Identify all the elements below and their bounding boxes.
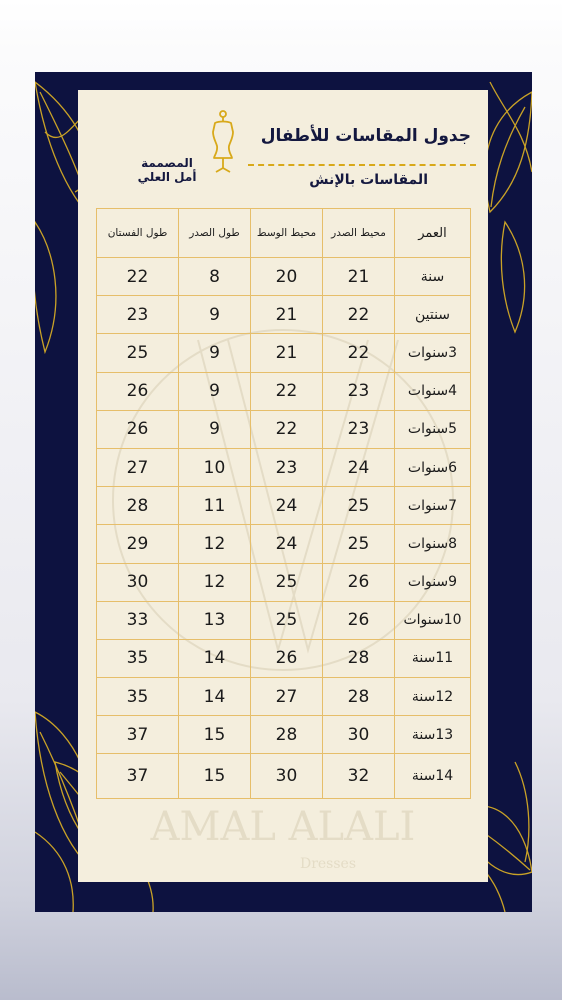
chest-cell: 25 [323, 525, 395, 563]
waist-cell: 27 [251, 678, 323, 716]
page-title: جدول المقاسات للأطفال [260, 126, 471, 146]
dress-length-cell: 35 [97, 639, 179, 677]
dress-length-cell: 35 [97, 678, 179, 716]
age-cell: 14سنة [395, 754, 471, 799]
designer-role: المصممة [141, 156, 193, 170]
table-row [97, 372, 471, 410]
size-table [96, 208, 471, 799]
dress-length-cell: 33 [97, 601, 179, 639]
age-cell: 3سنوات [395, 334, 471, 372]
table-row [97, 448, 471, 486]
dress-length-cell: 37 [97, 754, 179, 799]
chest-cell: 28 [323, 678, 395, 716]
waist-cell: 21 [251, 296, 323, 334]
waist-cell: 20 [251, 258, 323, 296]
bodice-length-cell: 9 [179, 334, 251, 372]
chest-cell: 22 [323, 334, 395, 372]
chest-cell: 32 [323, 754, 395, 799]
chest-cell: 25 [323, 487, 395, 525]
bodice-length-cell: 14 [179, 639, 251, 677]
header-bodice-length: طول الصدر [179, 209, 251, 258]
watermark-brand-text: AMAL ALALI [150, 804, 416, 850]
table-row [97, 296, 471, 334]
bodice-length-cell: 11 [179, 487, 251, 525]
title-divider [248, 164, 476, 166]
chest-cell: 26 [323, 563, 395, 601]
bodice-length-cell: 9 [179, 410, 251, 448]
size-chart-poster [35, 72, 532, 912]
dress-length-cell: 27 [97, 448, 179, 486]
waist-cell: 25 [251, 601, 323, 639]
waist-cell: 22 [251, 410, 323, 448]
age-cell: 13سنة [395, 716, 471, 754]
waist-cell: 22 [251, 372, 323, 410]
bodice-length-cell: 12 [179, 563, 251, 601]
table-row [97, 487, 471, 525]
table-row [97, 525, 471, 563]
dress-length-cell: 23 [97, 296, 179, 334]
age-cell: 8سنوات [395, 525, 471, 563]
bodice-length-cell: 13 [179, 601, 251, 639]
bodice-length-cell: 10 [179, 448, 251, 486]
age-cell: سنتين [395, 296, 471, 334]
waist-cell: 26 [251, 639, 323, 677]
age-cell: 12سنة [395, 678, 471, 716]
bodice-length-cell: 9 [179, 372, 251, 410]
bodice-length-cell: 14 [179, 678, 251, 716]
page-subtitle: المقاسات بالإنش [309, 172, 428, 188]
chest-cell: 30 [323, 716, 395, 754]
header-dress-length: طول الفستان [97, 209, 179, 258]
age-cell: 5سنوات [395, 410, 471, 448]
age-cell: سنة [395, 258, 471, 296]
bodice-length-cell: 15 [179, 754, 251, 799]
waist-cell: 28 [251, 716, 323, 754]
table-row [97, 258, 471, 296]
chest-cell: 23 [323, 372, 395, 410]
designer-name: أمل العلي [137, 170, 197, 184]
age-cell: 7سنوات [395, 487, 471, 525]
table-row [97, 601, 471, 639]
dress-length-cell: 29 [97, 525, 179, 563]
chest-cell: 22 [323, 296, 395, 334]
bodice-length-cell: 9 [179, 296, 251, 334]
table-row [97, 563, 471, 601]
dress-length-cell: 22 [97, 258, 179, 296]
age-cell: 11سنة [395, 639, 471, 677]
waist-cell: 24 [251, 487, 323, 525]
dress-length-cell: 37 [97, 716, 179, 754]
chest-cell: 21 [323, 258, 395, 296]
waist-cell: 24 [251, 525, 323, 563]
chest-cell: 23 [323, 410, 395, 448]
table-row [97, 678, 471, 716]
dress-length-cell: 28 [97, 487, 179, 525]
age-cell: 10سنوات [395, 601, 471, 639]
dress-form-icon [206, 110, 240, 174]
header-waist-circumference: محيط الوسط [251, 209, 323, 258]
waist-cell: 21 [251, 334, 323, 372]
bodice-length-cell: 15 [179, 716, 251, 754]
dress-length-cell: 26 [97, 372, 179, 410]
header-age: العمر [395, 209, 471, 258]
age-cell: 6سنوات [395, 448, 471, 486]
chest-cell: 28 [323, 639, 395, 677]
dress-length-cell: 30 [97, 563, 179, 601]
table-row [97, 410, 471, 448]
dress-length-cell: 26 [97, 410, 179, 448]
waist-cell: 25 [251, 563, 323, 601]
age-cell: 4سنوات [395, 372, 471, 410]
table-row [97, 716, 471, 754]
chest-cell: 26 [323, 601, 395, 639]
table-row [97, 639, 471, 677]
table-row [97, 754, 471, 799]
bodice-length-cell: 8 [179, 258, 251, 296]
table-header-row [97, 209, 471, 258]
waist-cell: 30 [251, 754, 323, 799]
size-chart-card [78, 90, 488, 882]
header-chest-circumference: محيط الصدر [323, 209, 395, 258]
waist-cell: 23 [251, 448, 323, 486]
watermark-tagline-text: Dresses [299, 856, 357, 872]
chest-cell: 24 [323, 448, 395, 486]
table-row [97, 334, 471, 372]
bodice-length-cell: 12 [179, 525, 251, 563]
dress-length-cell: 25 [97, 334, 179, 372]
age-cell: 9سنوات [395, 563, 471, 601]
